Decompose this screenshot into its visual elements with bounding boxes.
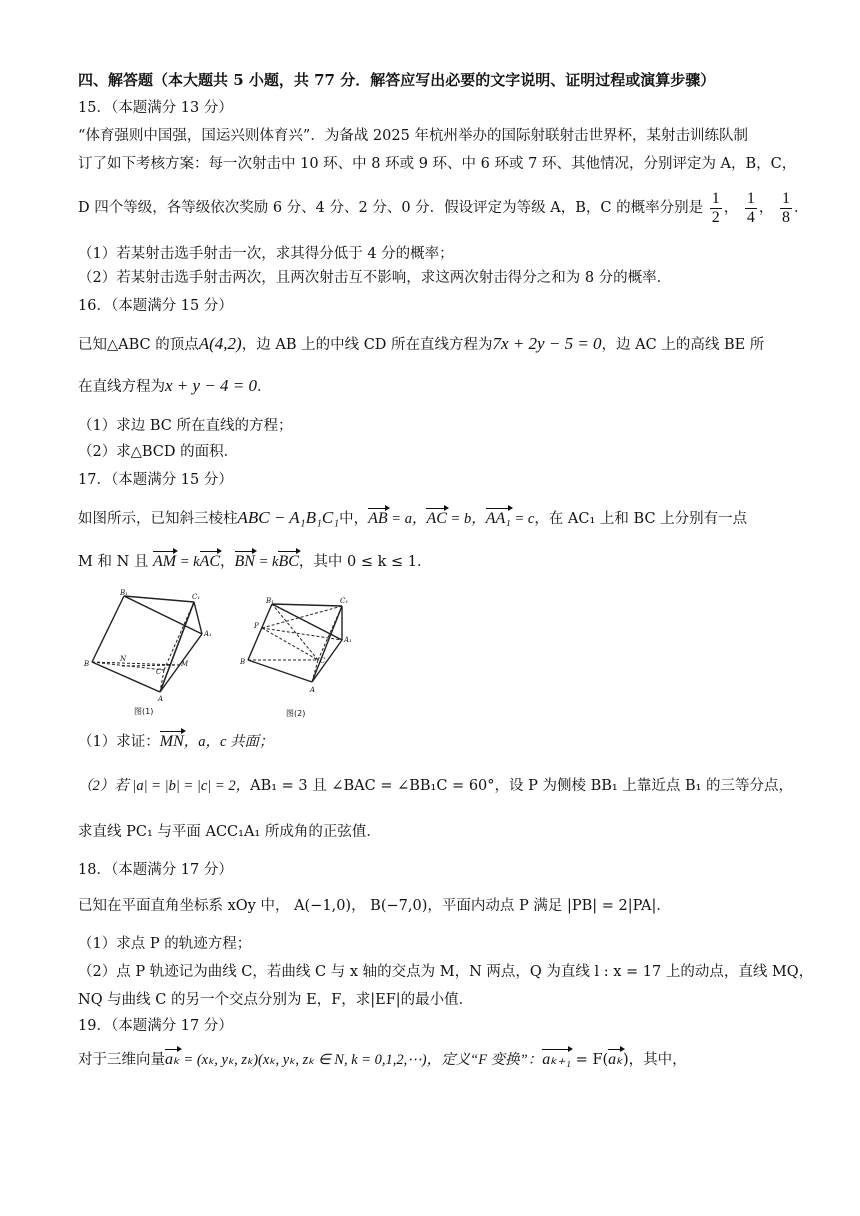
fig1-label-m: M xyxy=(181,660,189,668)
q17-text-1 xyxy=(78,508,800,529)
vector-ab-eq: = a， xyxy=(387,511,427,527)
q15-part-2: （2）若某射击选手射击两次，且两次射击互不影响，求这两次射击得分之和为 8 分的概率． xyxy=(78,270,672,286)
fig1-label-c: C xyxy=(156,668,162,676)
q17-part-1a: （1）求证： xyxy=(78,734,160,750)
fig2-label-b: B xyxy=(240,658,246,666)
fig1-label-b1: B₁ xyxy=(120,589,128,597)
q16-heading: 16．（本题满分 15 分） xyxy=(78,298,233,314)
q15-text-3: D 四个等级，各等级依次奖励 6 分、4 分、2 分、0 分．假设评定为等级 A，B，C 的概率分别是 $\frac{1}{2}$ ， $\frac{1}{4}$ ， $\frac{1}{8}$ ． xyxy=(78,189,809,226)
vector-mn: MN xyxy=(159,733,184,750)
q16-part-2: （2）求△BCD 的面积． xyxy=(78,444,239,460)
fig1-label-n: N xyxy=(120,655,127,663)
q17-part-1b: ，a，c 共面； xyxy=(183,734,274,750)
q16-text-1b: ，边 AB 上的中线 CD 所在直线方程为 xyxy=(241,337,493,353)
q16-part-1: （1）求边 BC 所在直线的方程； xyxy=(78,418,293,434)
q17-part-2-cont: 求直线 PC₁ 与平面 ACC₁A₁ 所成角的正弦值． xyxy=(78,824,381,840)
k-factor-1: = k xyxy=(176,554,200,570)
q17-heading: 17．（本题满分 15 分） xyxy=(78,472,233,488)
q17-part-2a: （2）若 |a| = |b| = |c| = 2， xyxy=(78,778,251,794)
q16-text-2 xyxy=(78,376,800,397)
q17-part-2b: AB₁ = 3 且 ∠BAC = ∠BB₁C = 60°，设 P 为侧棱 BB₁ 上靠近点 B₁ 的三等分点， xyxy=(250,778,794,794)
vector-aa1-eq: = c xyxy=(510,511,535,527)
vector-ac: AC xyxy=(426,510,447,527)
q15-text-3a: D 四个等级，各等级依次奖励 6 分、4 分、2 分、0 分．假设评定为等级 A，B，C 的概率分别是 xyxy=(78,200,704,216)
line-be-equation: x + y − 4 = 0 xyxy=(165,376,258,395)
fig2-label-a1: A₁ xyxy=(344,636,352,644)
vector-ak: aₖ xyxy=(165,1051,180,1068)
q16-text-1a: 已知△ABC 的顶点 xyxy=(78,337,199,353)
vector-ac-eq: = b， xyxy=(446,511,486,527)
fig2-label-b1: B₁ xyxy=(266,597,274,605)
q18-part-2: （2）点 P 轨迹记为曲线 C，若曲线 C 与 x 轴的交点为 M，N 两点，Q 为直线 l : x = 17 上的动点，直线 MQ， xyxy=(78,964,814,980)
fraction-eighth: $\frac{1}{8}$ xyxy=(781,189,790,226)
q17-text-2: M 和 N 且 AM = kAC，BN = kBC，其中 0 ≤ k ≤ 1． xyxy=(78,553,432,570)
q19-text-1a: 对于三维向量 xyxy=(78,1052,165,1068)
point-a: A(4,2) xyxy=(198,334,242,353)
fig1-label-a: A xyxy=(158,695,164,703)
q18-text-1: 已知在平面直角坐标系 xOy 中， A(−1,0)， B(−7,0)，平面内动点 P 满足 |PB| = 2|PA|． xyxy=(78,898,671,914)
fig1-label-a1: A₁ xyxy=(204,630,212,638)
vector-am: AM xyxy=(152,553,177,570)
q15-part-1: （1）若某射击选手射击一次，求其得分低于 4 分的概率； xyxy=(78,246,454,262)
vector-bn: BN xyxy=(234,553,255,570)
prism-figure-1 xyxy=(82,588,212,718)
q19-heading: 19．（本题满分 17 分） xyxy=(78,1018,233,1034)
q19-text-1d: )，其中， xyxy=(622,1052,687,1068)
q17-text-2b: ，其中 0 ≤ k ≤ 1． xyxy=(298,554,432,570)
q19-text-1 xyxy=(78,1050,800,1070)
fig1-caption: 图(1) xyxy=(134,707,154,716)
vector-aa1: AA₁ xyxy=(485,510,511,527)
prism-name: ABC − A₁B₁C₁ xyxy=(237,508,340,527)
k-factor-2: = k xyxy=(254,554,279,570)
q15-text-1: “体育强则中国强，国运兴则体育兴”．为备战 2025 年杭州举办的国际射联射击世界杯，某射击训练队制 xyxy=(78,128,748,144)
vector-ac-2: AC xyxy=(199,553,221,570)
q17-text-1c: ，在 AC₁ 上和 BC 上分别有一点 xyxy=(534,511,748,527)
fig2-caption: 图(2) xyxy=(286,709,306,718)
q17-part-2 xyxy=(78,776,800,796)
q17-text-2a: M 和 N 且 xyxy=(78,554,149,570)
q16-text-1c: ，边 AC 上的高线 BE 所 xyxy=(601,337,765,353)
fig1-label-b: B xyxy=(84,660,90,668)
q16-text-1 xyxy=(78,334,800,355)
q17-part-1 xyxy=(78,732,800,752)
fraction-quarter: $\frac{1}{4}$ xyxy=(746,189,755,226)
q16-text-2b: ． xyxy=(257,379,272,395)
vector-ab: AB xyxy=(368,510,388,527)
fig1-label-c1: C₁ xyxy=(192,593,201,601)
q17-text-1b: 中， xyxy=(339,511,369,527)
prism-figure-2 xyxy=(238,596,368,720)
q18-part-2-cont: NQ 与曲线 C 的另一个交点分别为 E，F，求|EF|的最小值． xyxy=(78,992,474,1008)
fig2-label-c: C xyxy=(320,657,326,665)
vector-ak1: aₖ₊₁ xyxy=(542,1051,572,1068)
fig2-label-p: P xyxy=(254,622,259,630)
q15-text-2: 订了如下考核方案：每一次射击中 10 环、中 8 环或 9 环、中 6 环或 7 环、其他情况，分别评定为 A，B，C， xyxy=(78,156,797,172)
q15-heading: 15．（本题满分 13 分） xyxy=(78,100,233,116)
fraction-half: $\frac{1}{2}$ xyxy=(711,189,720,226)
vector-bc: BC xyxy=(278,553,299,570)
q19-text-1b: = (xₖ, yₖ, zₖ)(xₖ, yₖ, zₖ ∈ N, k = 0,1,2,⋯)，定义“F 变换”： xyxy=(179,1052,543,1068)
vector-ak-2: aₖ xyxy=(608,1051,623,1068)
q19-text-1c: = F( xyxy=(571,1052,609,1068)
q16-text-2a: 在直线方程为 xyxy=(78,379,165,395)
q18-heading: 18．（本题满分 17 分） xyxy=(78,862,233,878)
q17-text-1a: 如图所示，已知斜三棱柱 xyxy=(78,511,238,527)
fig2-label-c1: C₁ xyxy=(340,597,349,605)
line-cd-equation: 7x + 2y − 5 = 0 xyxy=(492,334,602,353)
fig2-label-a: A xyxy=(310,686,316,694)
section-title: 四、解答题（本大题共 5 小题，共 77 分．解答应写出必要的文字说明、证明过程或演算步骤） xyxy=(78,71,716,89)
q18-part-1: （1）求点 P 的轨迹方程； xyxy=(78,936,252,952)
